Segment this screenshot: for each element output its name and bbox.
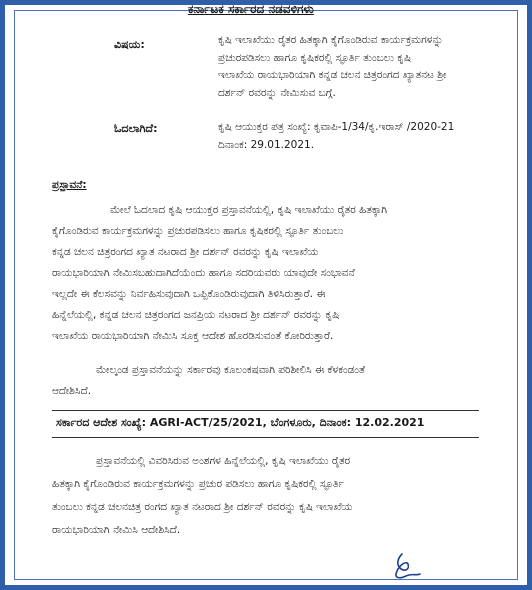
subject-text <box>218 32 480 102</box>
preamble-line: ಮೇಲೆ ಓದಲಾದ ಕೃಷಿ ಆಯುಕ್ತರ ಪ್ರಸ್ತಾವನೆಯಲ್ಲಿ, ಕೃಷಿ ಇಲಾಖೆಯು ರೈತರ ಹಿತಕ್ಕಾಗಿ <box>110 204 388 216</box>
subject-line: ಕೃಷಿ ಇಲಾಖೆಯು ರೈತರ ಹಿತಕ್ಕಾಗಿ ಕೈಗೊಂಡಿರುವ ಕಾರ್ಯಕ್ರಮಗಳನ್ನು <box>218 34 444 46</box>
order-paragraph <box>52 450 482 542</box>
preamble-line: ರಾಯಭಾರಿಯಾಗಿ ನೇಮಿಸಬಹುದಾಗಿದೆಯೆಂದು ಹಾಗೂ ಸದರಿಯವರು ಯಾವುದೇ ಸಂಭಾವನೆ <box>52 267 355 279</box>
preamble-line: ಇಲಾಖೆಯ ರಾಯಭಾರಿಯಾಗಿ ನೇಮಿಸಿ ಸೂಕ್ತ ಆದೇಶ ಹೊರಡಿಸುವಂತೆ ಕೋರಿರುತ್ತಾರೆ. <box>52 330 334 342</box>
preamble-line: ಕನ್ನಡ ಚಲನ ಚಿತ್ರರಂಗದ ಖ್ಯಾತ ನಟರಾದ ಶ್ರೀ ದರ್ಶನ್ ರವರನ್ನು ಕೃಷಿ ಇಲಾಖೆಯ <box>52 246 319 258</box>
preamble-line: ಆದೇಶಿಸಿದೆ. <box>52 385 92 397</box>
subject-line: ದರ್ಶನ್ ರವರನ್ನು ನೇಮಿಸುವ ಬಗ್ಗೆ. <box>218 86 336 99</box>
preamble-heading: ಪ್ರಸ್ತಾವನೆ: <box>52 179 87 191</box>
order-title: ಸರ್ಕಾರದ ಆದೇಶ ಸಂಖ್ಯೆ: AGRI-ACT/25/2021, ಬೆಂಗಳೂರು, ದಿನಾಂಕ: 12.02.2021 <box>56 416 425 429</box>
preamble-paragraph <box>52 200 482 347</box>
order-line: ರಾಯಭಾರಿಯಾಗಿ ನೇಮಿಸಿ ಆದೇಶಿಸಿದೆ. <box>52 524 181 536</box>
subject-label: ವಿಷಯ: <box>114 38 145 51</box>
preamble-line: ಹಿನ್ನೆಲೆಯಲ್ಲಿ, ಕನ್ನಡ ಚಲನ ಚಿತ್ರರಂಗದ ಜನಪ್ರಿಯ ನಟರಾದ ಶ್ರೀ ದರ್ಶನ್ ರವರನ್ನು ಕೃಷಿ <box>52 309 340 321</box>
preamble-paragraph-2 <box>52 360 482 402</box>
preamble-line: ಮೇಲ್ಕಂಡ ಪ್ರಸ್ತಾವನೆಯನ್ನು ಸರ್ಕಾರವು ಕೂಲಂಕಷವಾಗಿ ಪರಿಶೀಲಿಸಿ ಈ ಕೆಳಕಂಡಂತೆ <box>96 364 365 376</box>
reference-line-2: ದಿನಾಂಕ: 29.01.2021. <box>218 139 315 151</box>
document-header: ಕರ್ನಾಟಕ ಸರ್ಕಾರದ ನಡವಳಿಗಳು <box>188 2 314 16</box>
order-title-box <box>52 410 479 438</box>
order-line: ಹಿತಕ್ಕಾಗಿ ಕೈಗೊಂಡಿರುವ ಕಾರ್ಯಕ್ರಮಗಳನ್ನು ಪ್ರಚುರ ಪಡಿಸಲು ಹಾಗೂ ಕೃಷಿಕರಲ್ಲಿ ಸ್ಫೂರ್ತಿ <box>52 478 344 490</box>
reference-label: ಓದಲಾಗಿದೆ: <box>114 122 158 135</box>
preamble-line: ಕೈಗೊಂಡಿರುವ ಕಾರ್ಯಕ್ರಮಗಳನ್ನು ಪ್ರಚುರಪಡಿಸಲು ಹಾಗೂ ಕೃಷಿಕರಲ್ಲಿ ಸ್ಫೂರ್ತಿ ತುಂಬಲು <box>52 225 344 237</box>
signature-mark <box>388 552 422 582</box>
subject-line: ಇಲಾಖೆಯ ರಾಯಭಾರಿಯಾಗಿ ಕನ್ನಡ ಚಲನ ಚಿತ್ರರಂಗದ ಖ್ಯಾತನಟ ಶ್ರೀ <box>218 69 447 81</box>
preamble-line: ಇಲ್ಲದೇ ಈ ಕೆಲಸವನ್ನು ನಿರ್ವಹಿಸುವುದಾಗಿ ಒಪ್ಪಿಕೊಂಡಿರುವುದಾಗಿ ತಿಳಿಸಿರುತ್ತಾರೆ. ಈ <box>52 288 326 300</box>
order-line: ಪ್ರಸ್ತಾವನೆಯಲ್ಲಿ ವಿವರಿಸಿರುವ ಅಂಶಗಳ ಹಿನ್ನೆಲೆಯಲ್ಲಿ, ಕೃಷಿ ಇಲಾಖೆಯು ರೈತರ <box>96 455 351 467</box>
subject-line: ಪ್ರಚುರಪಡಿಸಲು ಹಾಗೂ ಕೃಷಿಕರಲ್ಲಿ ಸ್ಫೂರ್ತಿ ತುಂಬಲು ಕೃಷಿ <box>218 51 412 64</box>
order-line: ತುಂಬಲು ಕನ್ನಡ ಚಲನಚಿತ್ರ ರಂಗದ ಖ್ಯಾತ ನಟರಾದ ಶ್ರೀ ದರ್ಶನ್ ರವರನ್ನು ಕೃಷಿ ಇಲಾಖೆಯ <box>52 501 353 513</box>
reference-line-1: ಕೃಷಿ ಆಯುಕ್ತರ ಪತ್ರ ಸಂಖ್ಯೆ: ಕೃವಾಪಿ-1/34/ಕೃ.ಇರಾಸ್ /2020-21 <box>218 121 455 133</box>
